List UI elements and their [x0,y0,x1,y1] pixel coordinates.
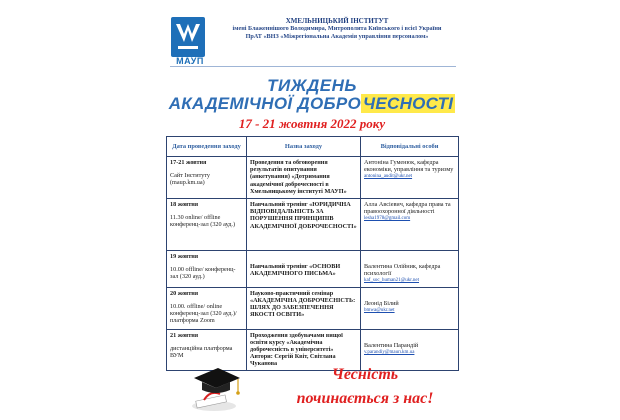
title-line-2-part-a: АКАДЕМІЧНОЇ ДОБРО [168,94,362,113]
header-event: Назва заходу [247,137,361,157]
institute-line-2: імені Блаженнішого Володимира, Митрополита Київського і всієї України [232,25,442,33]
logo-text: МАУП [176,56,204,66]
row-event: Проходження здобувачами вищої освіти курсу «Академічна доброчесність в університеті» Автори: Сергій Квіт, Світлана Чуканова [247,329,361,370]
row-responsible-email[interactable]: lesha1978@gmail.com [364,216,411,222]
slogan-line-1: Чесність [331,366,399,383]
row-responsible-name: Алла Авсіевич, кафедра права та правоохоронної діяльності [364,201,451,216]
row-event: Навчальний тренінг «ЮРИДИЧНА ВІДПОВІДАЛЬНІСТЬ ЗА ПОРУШЕННЯ ПРИНЦИПІВ АКАДЕМІЧНОЇ ДОБРОЧЕСНОСТІ» [247,199,361,251]
institute-name [218,17,456,42]
table-row [167,287,459,329]
institute-logo-icon [170,16,206,58]
header-responsible: Відповідальні особи [361,137,459,157]
row-date: 19 жовтня [170,253,199,260]
cell-responsible [361,287,459,329]
title-line-2 [160,94,464,114]
table-row [167,251,459,288]
row-place: 10.00. offline/ online конференц-зал (320 ауд.)/ платформа Zoom [170,302,237,325]
row-place: 11.30 online/ offline конференц-зал (320 ауд.) [170,214,236,229]
table-row [167,199,459,251]
row-responsible-name: Валентина Парандій [364,341,419,349]
row-date: 21 жовтня [170,331,199,339]
row-event: Науково-практичний семінар «АКАДЕМІЧНА ДОБРОЧЕСНІСТЬ: ШЛЯХ ДО ЗАБЕЗПЕЧЕННЯ ЯКОСТІ ОСВІТИ» [247,287,361,329]
cell-date [167,287,247,329]
cell-responsible [361,251,459,288]
table-header-row [167,137,459,157]
row-responsible-email[interactable]: v.parandiy@mauп.km.ua [364,349,415,355]
row-place: дистанційна платформа ВУМ [170,344,233,360]
cell-responsible [361,329,459,370]
slogan-line-2: починається з нас! [296,390,434,407]
row-event [247,251,361,288]
row-responsible-email[interactable]: kaf_soc_human21@ukr.net [364,278,420,284]
row-place: 10.00 offline/ конференц-зал (320 ауд.) [170,266,236,281]
poster [160,8,464,418]
row-date: 17-21 жовтня [170,159,207,166]
event-dates: 17 - 21 жовтня 2022 року [238,116,386,131]
row-responsible-name: Леонід Білий [364,299,399,307]
table-row [167,157,459,199]
header-divider [170,66,456,67]
row-responsible-name: Антоніна Гуменюк, кафедра економіки, управління та туризму [364,159,454,174]
cell-responsible [361,199,459,251]
row-date: 18 жовтня [170,201,199,208]
header-date: Дата проведення заходу [167,137,247,157]
cell-date [167,157,247,199]
graduation-cap-icon [184,360,244,414]
row-event-text: Навчальний тренінг «ОСНОВИ АКАДЕМІЧНОГО ПИСЬМА» [250,263,341,278]
institute-line-3: ПрАТ «ВНЗ «Міжрегіональна Академія управління персоналом» [245,33,429,41]
row-responsible-email[interactable]: antonina_audit@ukr.net [364,174,413,180]
row-date: 20 жовтня [170,289,199,297]
row-responsible-name: Валентина Олійник, кафедра психології [364,263,441,278]
institute-line-1: ХМЕЛЬНИЦЬКИЙ ІНСТИТУТ [285,17,389,25]
cell-date [167,251,247,288]
title-highlight: ЧЕСНОСТІ [363,94,454,113]
title-line-1: ТИЖДЕНЬ [267,76,357,95]
schedule-table [166,136,459,371]
cell-responsible [361,157,459,199]
row-place: Сайт Інституту (maup.km.ua) [170,172,211,187]
row-responsible-email[interactable]: bmwa@ukr.net [364,307,395,313]
cell-date [167,199,247,251]
row-event: Проведення та обговорення результатів опитування (анкетування) «Дотримання академічної доброчесності в Хмельницькому інституті МАУП» [247,157,361,199]
